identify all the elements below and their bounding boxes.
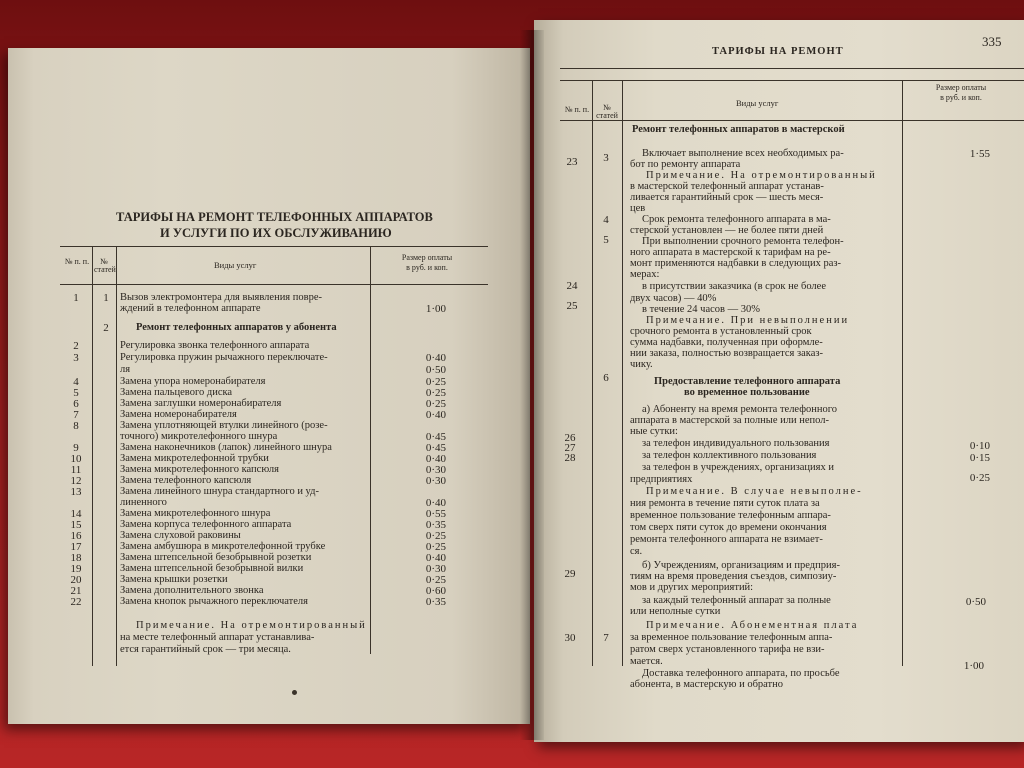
right-text-line: Ремонт телефонных аппаратов в мастерской — [632, 124, 845, 135]
left-row-text: Замена заглушки номеронабирателя — [120, 398, 282, 409]
right-text-line: за телефон в учреждениях, организациях и — [642, 462, 834, 473]
left-title-line1: ТАРИФЫ НА РЕМОНТ ТЕЛЕФОННЫХ АППАРАТОВ — [116, 210, 433, 224]
left-row-price: 0·30 — [425, 475, 446, 487]
left-row-text: ждений в телефонном аппарате — [120, 303, 261, 314]
left-row-text: Замена микротелефонного капсюля — [120, 464, 279, 475]
left-row-number: 18 — [70, 552, 82, 564]
left-row-article: 2 — [103, 322, 109, 334]
left-row-text: Замена микротелефонной трубки — [120, 453, 269, 464]
article-no-5: 5 — [603, 234, 609, 246]
left-note-line1: Примечание. На отремонтированный — [136, 620, 367, 631]
right-text-line: предприятиях — [630, 474, 693, 485]
right-text-line: временное пользование телефонным аппара- — [630, 510, 831, 521]
right-text-line: ные сутки: — [630, 426, 678, 437]
left-row-price: 0·25 — [425, 530, 446, 542]
item-no-27: 27 — [564, 442, 576, 454]
right-text-line: монт применяются надбавки в следующих раз- — [630, 258, 842, 269]
article-no-3: 3 — [603, 152, 609, 164]
right-col-price-header-2: в руб. и коп. — [940, 93, 982, 102]
left-row-text: Замена амбушюра в микротелефонной трубке — [120, 541, 326, 552]
left-row-price: 1·00 — [425, 303, 446, 315]
right-text-line: за телефон индивидуального пользования — [642, 438, 830, 449]
right-text-line: Примечание. На отремонтированный — [646, 170, 877, 181]
left-row-text: точного) микротелефонного шнура — [120, 431, 278, 442]
left-row-number: 15 — [70, 519, 82, 531]
right-text-line: Предоставление телефонного аппарата — [654, 376, 841, 387]
right-text-line: Примечание. Абонементная плата — [646, 620, 859, 631]
item-no-29: 29 — [564, 568, 576, 580]
left-col-divider-3 — [370, 246, 371, 654]
right-col-divider-3 — [902, 80, 903, 666]
left-col-price-header-1: Размер оплаты — [401, 253, 453, 262]
left-row-number: 16 — [70, 530, 82, 542]
right-text-line: за телефон коллективного пользования — [642, 450, 817, 461]
left-row-text: Замена уплотняющей втулки линейного (розе- — [120, 420, 328, 431]
left-row-text: линенного — [120, 497, 167, 508]
right-col-kinds-header: Виды услуг — [736, 98, 779, 108]
right-col-divider-2 — [622, 80, 623, 666]
right-text-line: тиям на время проведения съездов, симпозиу- — [630, 571, 837, 582]
price-1-55: 1·55 — [969, 148, 990, 160]
right-text-line: в мастерской телефонный аппарат устанав- — [630, 181, 824, 192]
left-row-text: Замена микротелефонного шнура — [120, 508, 271, 519]
right-text-line: мается. — [630, 656, 663, 667]
book-gutter — [520, 30, 544, 740]
right-text-line: том сверх пяти суток до времени окончания — [630, 522, 827, 533]
price-1-00: 1·00 — [963, 660, 984, 672]
item-no-28: 28 — [564, 452, 576, 464]
left-row-text: Регулировка пружин рычажного переключате- — [120, 352, 328, 363]
left-row-number: 3 — [73, 352, 79, 364]
left-col-art-header: № статей — [94, 257, 116, 274]
left-col-price-header-2: в руб. и коп. — [406, 263, 448, 272]
right-text-line: ливается гарантийный срок — шесть меся- — [630, 192, 824, 203]
left-row-number: 8 — [73, 420, 79, 432]
right-text-line: аппарата в мастерской за полные или непол- — [630, 415, 829, 426]
right-text-line: сумма надбавки, полученная при оформле- — [630, 337, 823, 348]
left-row-number: 21 — [70, 585, 82, 597]
right-text-line: в присутствии заказчика (в срок не более — [642, 281, 826, 292]
article-no-6: 6 — [603, 372, 609, 384]
left-row-price: 0·35 — [425, 596, 446, 608]
price-0-10: 0·10 — [969, 440, 990, 452]
left-row-text: Ремонт телефонных аппаратов у абонента — [136, 322, 337, 333]
right-text-line: бот по ремонту аппарата — [630, 159, 741, 170]
left-row-number: 17 — [70, 541, 82, 553]
item-no-24: 24 — [566, 280, 578, 292]
left-row-text: Замена дополнительного звонка — [120, 585, 264, 596]
left-row-number: 22 — [70, 596, 82, 608]
right-text-line: двух часов) — 40% — [630, 293, 717, 304]
left-row-price: 0·30 — [425, 464, 446, 476]
right-col-art-header: № статей — [596, 103, 618, 120]
left-page — [8, 48, 530, 724]
right-text-line: за временное пользование телефонным аппа- — [630, 632, 833, 643]
left-row-price: 0·55 — [425, 508, 446, 520]
right-text-line: чику. — [630, 359, 653, 370]
right-text-line: б) Учреждениям, организациям и предприя- — [642, 560, 840, 571]
left-row-price: 0·45 — [425, 431, 446, 443]
left-row-text: Регулировка звонка телефонного аппарата — [120, 340, 310, 351]
left-row-price: 0·30 — [425, 563, 446, 575]
right-col-no-header: № п. п. — [564, 105, 590, 114]
left-row-number: 9 — [73, 442, 79, 454]
right-text-line: абонента, в мастерскую и обратно — [630, 679, 784, 690]
right-text-line: мов и других мероприятий: — [630, 582, 754, 593]
left-row-price: 0·40 — [425, 497, 446, 509]
right-text-line: в течение 24 часов — 30% — [642, 304, 760, 315]
price-0-25: 0·25 — [969, 472, 990, 484]
left-col-no-header: № п. п. — [64, 257, 90, 266]
right-page — [534, 20, 1024, 742]
left-row-text: Замена упора номеронабирателя — [120, 376, 266, 387]
right-text-line: ремонта телефонного аппарата не взимает- — [630, 534, 823, 545]
right-col-divider-1 — [592, 80, 593, 666]
left-table-header-rule — [60, 284, 488, 285]
left-col-kinds-header: Виды услуг — [214, 260, 257, 270]
left-row-number: 20 — [70, 574, 82, 586]
left-row-text: Замена штепсельной безобрывной вилки — [120, 563, 304, 574]
page-speck — [292, 690, 297, 695]
right-text-line: или неполные сутки — [630, 606, 721, 617]
price-0-50: 0·50 — [965, 596, 986, 608]
left-title-line2: И УСЛУГИ ПО ИХ ОБСЛУЖИВАНИЮ — [160, 226, 392, 240]
right-text-line: Включает выполнение всех необходимых ра- — [642, 148, 844, 159]
left-row-number: 1 — [73, 292, 79, 304]
left-row-number: 14 — [70, 508, 82, 520]
running-head: ТАРИФЫ НА РЕМОНТ — [712, 46, 844, 57]
right-col-price-header-1: Размер оплаты — [935, 83, 987, 92]
right-text-line: нии заказа, полностью возвращается заказ- — [630, 348, 824, 359]
item-no-23: 23 — [566, 156, 578, 168]
left-note-line3: ется гарантийный срок — три месяца. — [120, 644, 291, 655]
left-row-price: 0·40 — [425, 352, 446, 364]
left-row-text: Замена телефонного капсюля — [120, 475, 252, 486]
left-row-text: Замена линейного шнура стандартного и уд- — [120, 486, 319, 497]
left-col-divider-1 — [92, 246, 93, 666]
left-row-number: 4 — [73, 376, 79, 388]
left-row-number: 7 — [73, 409, 79, 421]
left-row-number: 11 — [70, 464, 82, 476]
left-row-price: 0·50 — [425, 364, 446, 376]
item-no-25: 25 — [566, 300, 578, 312]
left-row-price: 0·25 — [425, 574, 446, 586]
right-text-line: ратом сверх установленного тарифа не взи- — [630, 644, 825, 655]
right-text-line: Доставка телефонного аппарата, по просьбе — [642, 668, 840, 679]
left-row-text: Замена наконечников (лапок) линейного шнура — [120, 442, 332, 453]
left-row-number: 2 — [73, 340, 79, 352]
right-text-line: срочного ремонта в установленный срок — [630, 326, 812, 337]
left-row-text: Замена корпуса телефонного аппарата — [120, 519, 292, 530]
right-text-line: мерах: — [630, 269, 660, 280]
item-no-30: 30 — [564, 632, 576, 644]
left-row-text: Замена слуховой раковины — [120, 530, 241, 541]
left-row-price: 0·40 — [425, 552, 446, 564]
left-row-price: 0·25 — [425, 541, 446, 553]
left-row-text: Замена номеронабирателя — [120, 409, 237, 420]
left-row-number: 12 — [70, 475, 82, 487]
right-text-line: за каждый телефонный аппарат за полные — [642, 595, 831, 606]
left-row-number: 10 — [70, 453, 82, 465]
left-row-number: 13 — [70, 486, 82, 498]
left-row-number: 5 — [73, 387, 79, 399]
right-running-rule — [560, 68, 1024, 69]
left-row-text: Замена кнопок рычажного переключателя — [120, 596, 308, 607]
right-text-line: Примечание. В случае невыполне- — [646, 486, 863, 497]
item-no-26: 26 — [564, 432, 576, 444]
page-number: 335 — [982, 34, 1002, 49]
left-row-text: Замена пальцевого диска — [120, 387, 233, 398]
right-text-line: ного аппарата в мастерской к тарифам на ре- — [630, 247, 831, 258]
left-row-text: Замена крышки розетки — [120, 574, 228, 585]
left-row-price: 0·60 — [425, 585, 446, 597]
right-text-line: цев — [630, 203, 646, 214]
price-0-15: 0·15 — [969, 452, 990, 464]
right-table-top-rule — [560, 80, 1024, 81]
article-no-4: 4 — [603, 214, 609, 226]
left-row-price: 0·25 — [425, 387, 446, 399]
right-text-line: ния ремонта в течение пяти суток плата за — [630, 498, 820, 509]
right-table-header-rule — [560, 120, 1024, 121]
right-text-line: ся. — [630, 546, 643, 557]
left-row-price: 0·40 — [425, 453, 446, 465]
left-row-text: Вызов электромонтера для выявления повре- — [120, 292, 322, 303]
right-text-line: Примечание. При невыполнении — [646, 315, 850, 326]
right-text-line: Срок ремонта телефонного аппарата в ма- — [642, 214, 831, 225]
left-col-divider-2 — [116, 246, 117, 666]
left-row-price: 0·25 — [425, 398, 446, 410]
right-text-line: стерской установлен — не более пяти дней — [630, 225, 824, 236]
left-row-article: 1 — [103, 292, 109, 304]
left-row-price: 0·35 — [425, 519, 446, 531]
left-row-price: 0·25 — [425, 376, 446, 388]
left-table-top-rule — [60, 246, 488, 247]
right-text-line: во временное пользование — [684, 387, 810, 398]
left-row-number: 6 — [73, 398, 79, 410]
left-row-number: 19 — [70, 563, 82, 575]
left-row-price: 0·45 — [425, 442, 446, 454]
left-row-price: 0·40 — [425, 409, 446, 421]
left-row-text: ля — [120, 364, 131, 375]
left-row-text: Замена штепсельной безобрывной розетки — [120, 552, 312, 563]
right-text-line: а) Абоненту на время ремонта телефонного — [642, 404, 838, 415]
article-no-7: 7 — [603, 632, 609, 644]
right-text-line: При выполнении срочного ремонта телефон- — [642, 236, 844, 247]
left-note-line2: на месте телефонный аппарат устанавлива- — [120, 632, 315, 643]
